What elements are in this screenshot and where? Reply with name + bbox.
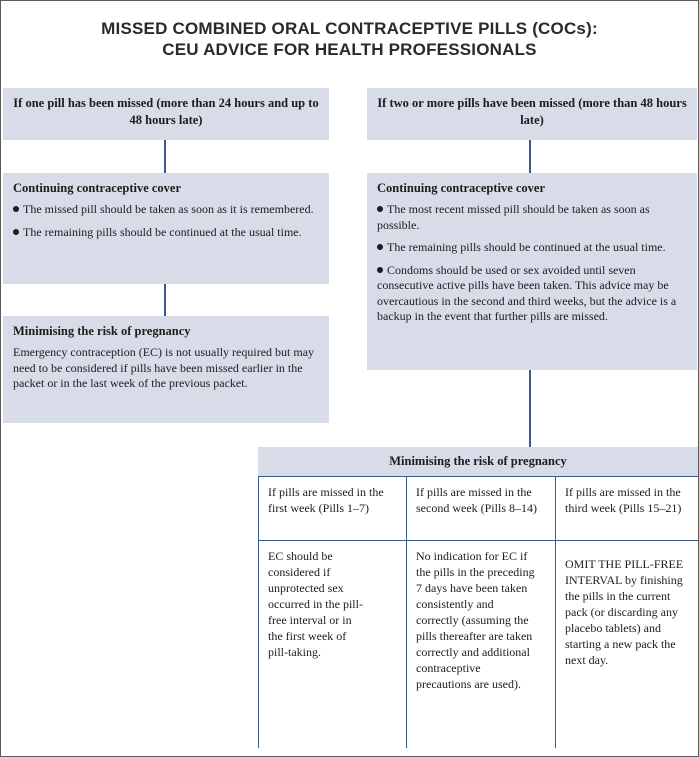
left-risk-text: Emergency contraception (EC) is not usually required but may need to be considered if pills have been missed earlier in the packet or in the last week of the previous packet. — [13, 345, 315, 390]
left-cover-bullet: The remaining pills should be continued at the usual time. — [13, 225, 319, 241]
right-cover-bullet: Condoms should be used or sex avoided until seven consecutive active pills have been taken. This advice may be overcautious in the second and third weeks, but the advice is a backup in the event that further pills are missed. — [377, 262, 677, 323]
table-header-week-3: If pills are missed in the third week (Pills 15–21) — [565, 485, 682, 515]
bullet-icon — [377, 267, 383, 273]
table-title-rule — [258, 476, 698, 477]
title-line-1: MISSED COMBINED ORAL CONTRACEPTIVE PILLS (COCs): — [101, 19, 598, 38]
table-header-rule — [258, 540, 698, 541]
left-connector-2 — [164, 284, 166, 316]
table-header-week-1: If pills are missed in the first week (Pills 1–7) — [268, 485, 384, 515]
right-header-box — [367, 88, 697, 140]
table-left-border — [258, 476, 259, 748]
left-connector-1 — [164, 140, 166, 173]
left-cover-bullet: The missed pill should be taken as soon as it is remembered. — [13, 202, 319, 218]
right-cover-heading: Continuing contraceptive cover — [377, 181, 546, 195]
table-header-week-2: If pills are missed in the second week (Pills 8–14) — [416, 485, 537, 515]
bullet-icon — [13, 206, 19, 212]
bullet-icon — [377, 244, 383, 250]
table-title: Minimising the risk of pregnancy — [258, 447, 698, 476]
table-advice-week-3: OMIT THE PILL-FREE INTERVAL by finishing the pills in the current pack (or discarding any placebo tablets) and starting a new pack the next day. — [565, 557, 684, 667]
right-header-text: If two or more pills have been missed (more than 48 hours late) — [377, 96, 687, 127]
bullet-icon — [377, 206, 383, 212]
right-connector-2 — [529, 370, 531, 447]
title-line-2: CEU ADVICE FOR HEALTH PROFESSIONALS — [162, 40, 537, 59]
right-cover-bullet: The remaining pills should be continued at the usual time. — [377, 240, 687, 256]
left-risk-box — [3, 316, 329, 423]
right-connector-1 — [529, 140, 531, 173]
left-risk-heading: Minimising the risk of pregnancy — [13, 324, 191, 338]
left-header-box — [3, 88, 329, 140]
page-title — [0, 18, 699, 60]
right-cover-box — [367, 173, 697, 370]
table-column-divider — [406, 476, 407, 748]
table-advice-week-1: EC should be considered if unprotected sex occurred in the pill-free interval or in the first week of pill-taking. — [268, 549, 363, 659]
bullet-icon — [13, 229, 19, 235]
table-advice-week-2: No indication for EC if the pills in the preceding 7 days have been taken consistently and correctly (assuming the pills thereafter are taken correctly and additional contraceptive precautions are used). — [416, 549, 535, 691]
right-cover-bullet: The most recent missed pill should be taken as soon as possible. — [377, 202, 650, 232]
left-cover-heading: Continuing contraceptive cover — [13, 181, 182, 195]
left-header-text: If one pill has been missed (more than 24 hours and up to 48 hours late) — [13, 96, 319, 127]
table-column-divider — [555, 476, 556, 748]
left-cover-box — [3, 173, 329, 284]
